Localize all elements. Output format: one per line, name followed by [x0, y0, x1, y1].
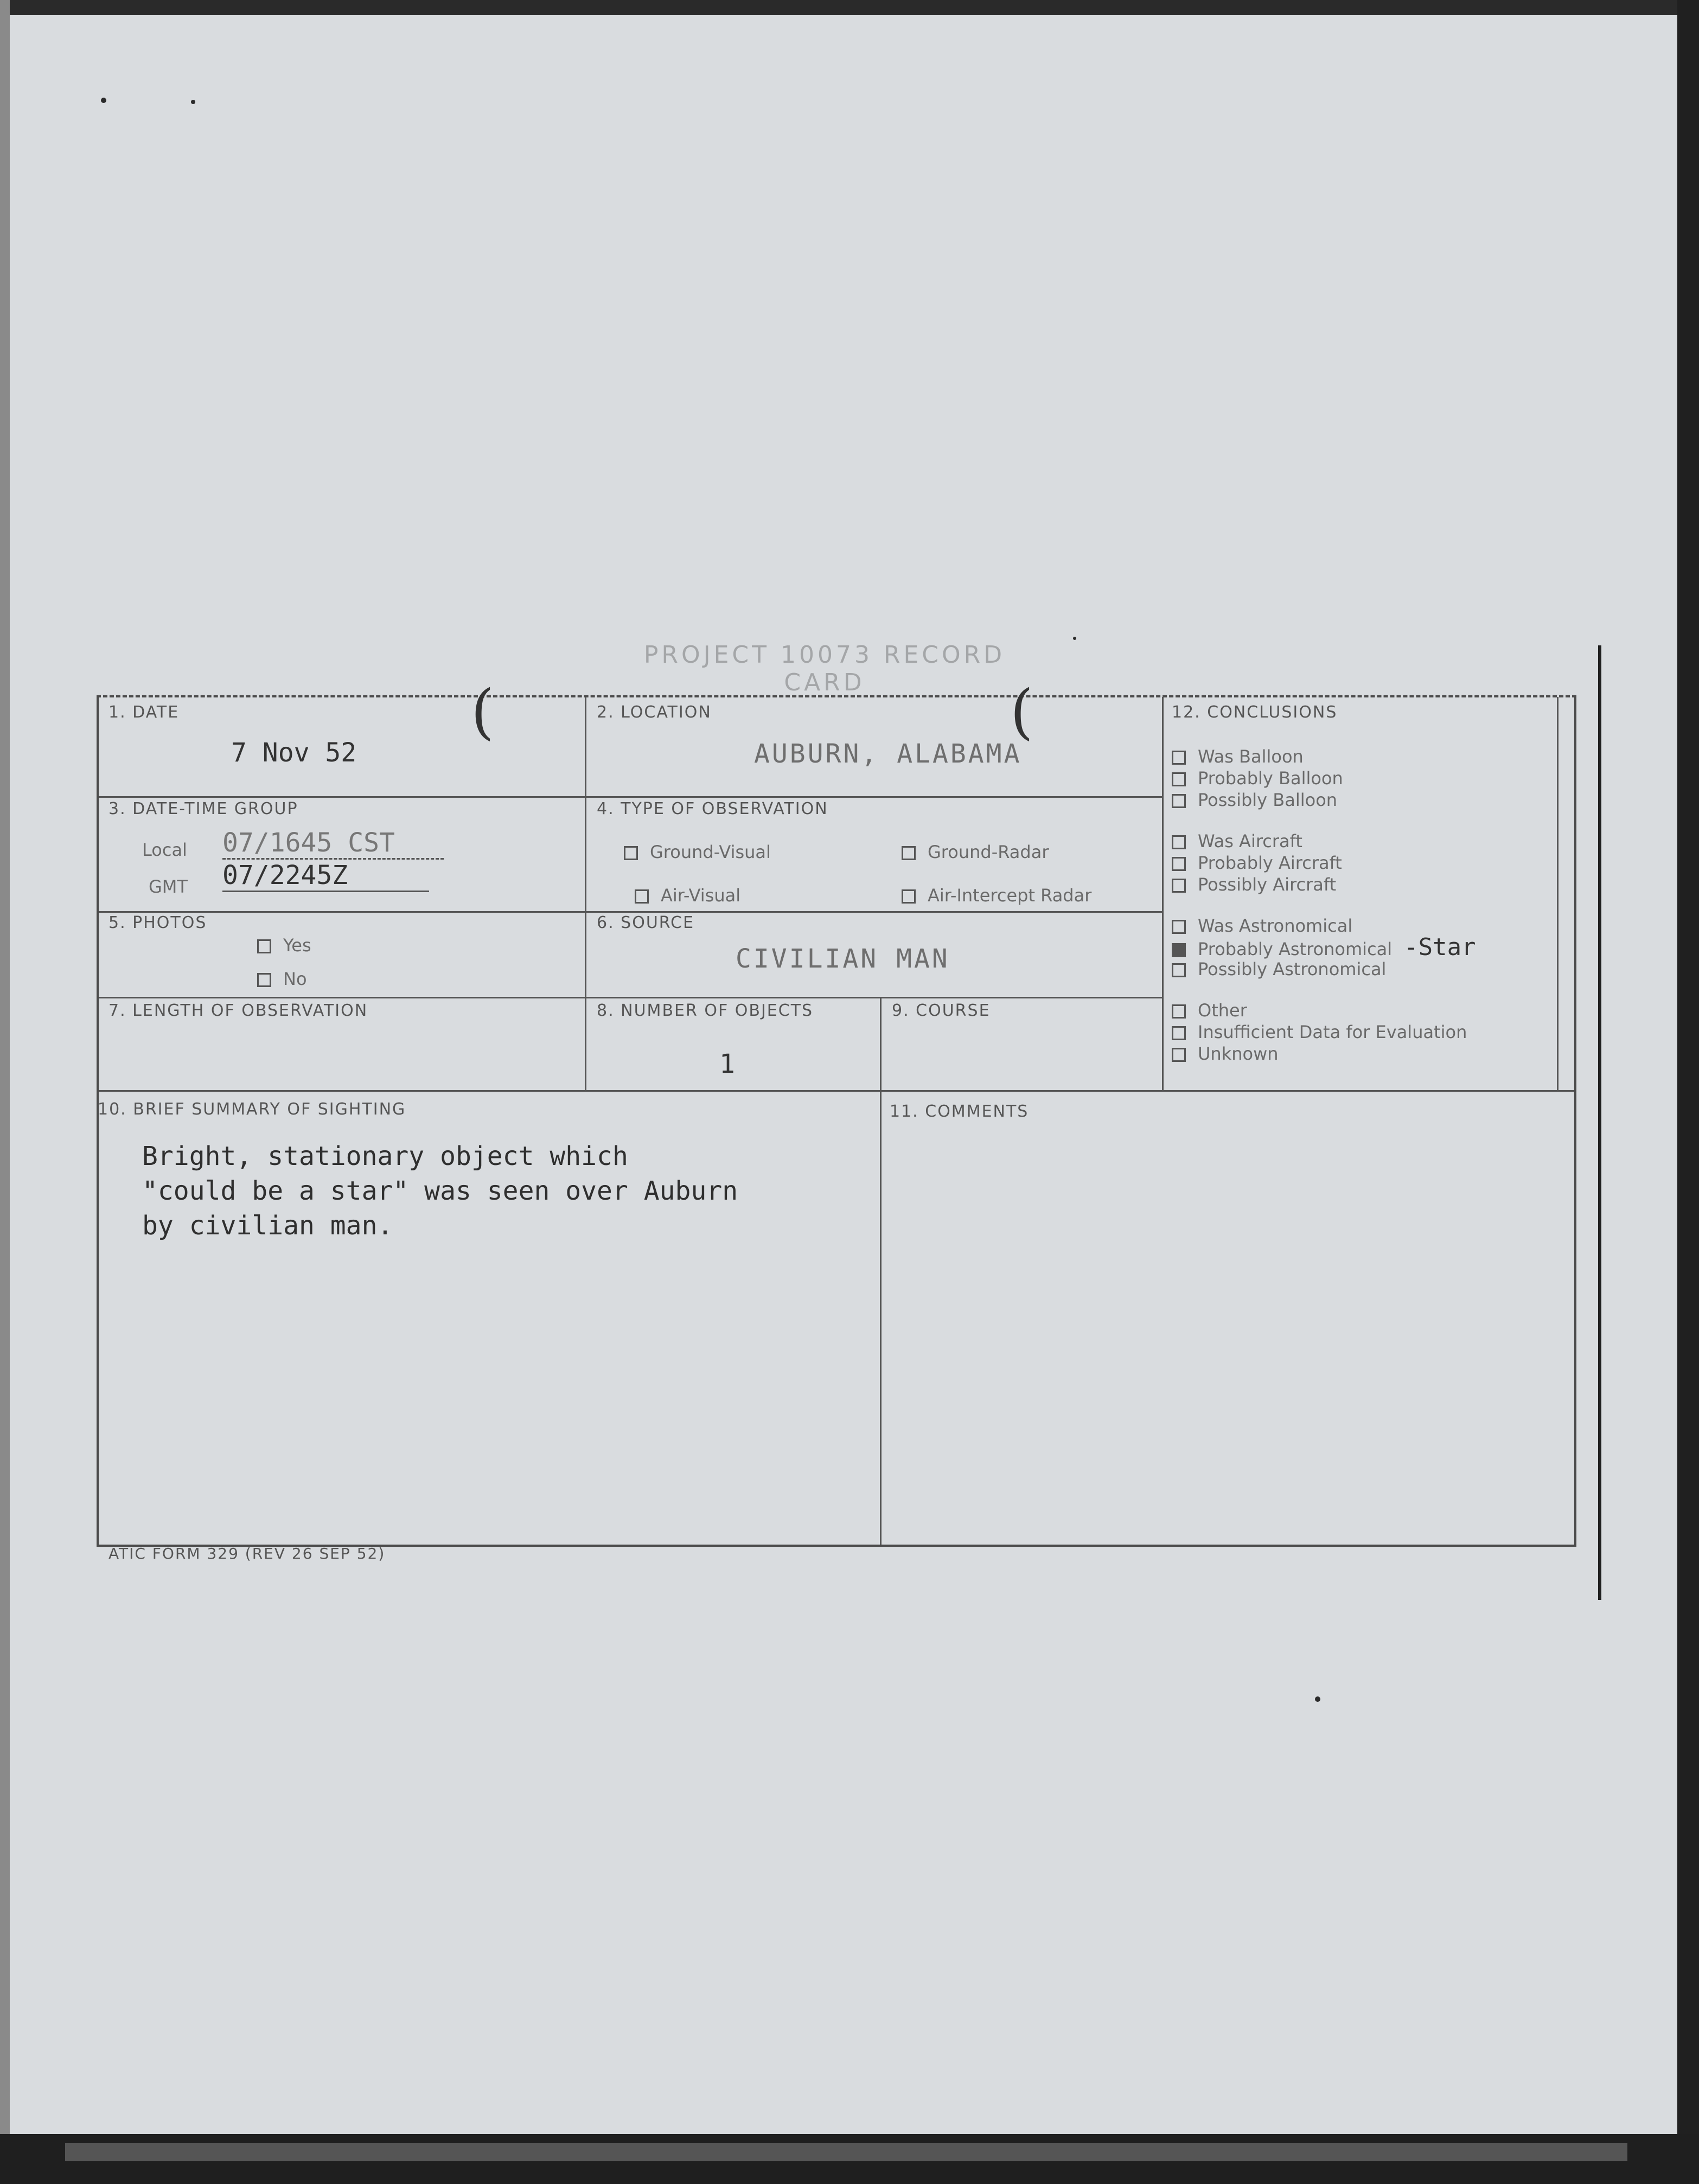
photos-label: 5. PHOTOS — [108, 913, 207, 932]
card-edge-right — [1598, 645, 1601, 1600]
scan-edge-right — [1677, 0, 1699, 2184]
conclusion-item: Was Balloon — [1172, 746, 1573, 767]
checkbox-icon — [1172, 772, 1186, 786]
date-label: 1. DATE — [108, 703, 180, 722]
conclusion-item-selected: Probably Astronomical -Star — [1172, 937, 1573, 958]
checked-box-icon — [1172, 943, 1186, 957]
checkbox-icon — [635, 889, 649, 904]
scan-edge-top — [0, 0, 1699, 15]
checkbox-icon — [1172, 794, 1186, 808]
conclusion-item: Insufficient Data for Evaluation — [1172, 1021, 1573, 1043]
conclusion-item: Possibly Astronomical — [1172, 958, 1573, 980]
local-time-value: 07/1645 CST — [222, 828, 444, 860]
source-value: CIVILIAN MAN — [736, 944, 950, 974]
conclusion-item: Was Aircraft — [1172, 830, 1573, 852]
date-time-group-label: 3. DATE-TIME GROUP — [108, 799, 298, 818]
course-label: 9. COURSE — [892, 1001, 991, 1020]
conclusion-item: Probably Aircraft — [1172, 852, 1573, 874]
obs-ground-radar: Ground-Radar — [902, 842, 1049, 862]
conclusions-list — [1172, 746, 1573, 1065]
conclusion-item: Was Astronomical — [1172, 915, 1573, 937]
photos-yes: Yes — [257, 935, 311, 956]
divider — [99, 911, 1162, 913]
dust-speck — [1315, 1696, 1320, 1702]
checkbox-icon — [902, 889, 916, 904]
gmt-label: GMT — [149, 876, 188, 897]
conclusion-item: Possibly Aircraft — [1172, 874, 1573, 895]
length-of-observation-label: 7. LENGTH OF OBSERVATION — [108, 1001, 368, 1020]
location-label: 2. LOCATION — [597, 703, 712, 722]
checkbox-icon — [1172, 1026, 1186, 1040]
conclusion-annotation: -Star — [1404, 933, 1476, 961]
comments-label: 11. COMMENTS — [890, 1102, 1029, 1121]
number-of-objects-value: 1 — [719, 1049, 735, 1079]
checkbox-icon — [1172, 1004, 1186, 1019]
divider — [585, 697, 586, 1090]
checkbox-icon — [257, 939, 271, 953]
summary-line: "could be a star" was seen over Auburn — [142, 1176, 738, 1206]
card-title: PROJECT 10073 RECORD CARD — [643, 641, 1006, 696]
divider — [880, 998, 882, 1545]
divider — [99, 997, 1162, 998]
checkbox-icon — [1172, 879, 1186, 893]
checkbox-icon — [902, 846, 916, 860]
scan-mark: ( — [471, 677, 494, 746]
conclusion-item: Other — [1172, 1000, 1573, 1021]
checkbox-icon — [1172, 963, 1186, 977]
obs-ground-visual: Ground-Visual — [624, 842, 771, 862]
dust-speck — [191, 100, 195, 104]
divider — [99, 796, 1162, 798]
obs-air-visual: Air-Visual — [635, 885, 740, 906]
checkbox-icon — [624, 846, 638, 860]
summary-line: Bright, stationary object which — [142, 1141, 628, 1171]
checkbox-icon — [1172, 835, 1186, 849]
type-of-observation-label: 4. TYPE OF OBSERVATION — [597, 799, 828, 818]
conclusion-item: Possibly Balloon — [1172, 789, 1573, 811]
location-value: AUBURN, ALABAMA — [754, 739, 1022, 769]
local-time-label: Local — [142, 840, 187, 860]
summary-text — [142, 1139, 847, 1243]
checkbox-icon — [1172, 920, 1186, 934]
divider — [1162, 697, 1164, 1090]
scan-mark: ( — [1010, 677, 1033, 746]
checkbox-icon — [1172, 857, 1186, 871]
checkbox-icon — [257, 973, 271, 987]
conclusion-item: Probably Balloon — [1172, 767, 1573, 789]
dust-speck — [101, 98, 106, 103]
photos-no: No — [257, 969, 307, 989]
conclusion-item: Unknown — [1172, 1043, 1573, 1065]
summary-label: 10. BRIEF SUMMARY OF SIGHTING — [98, 1100, 406, 1119]
dust-speck — [1073, 637, 1076, 640]
scan-edge-left — [0, 0, 10, 2184]
divider — [99, 1090, 1574, 1092]
obs-air-intercept-radar: Air-Intercept Radar — [902, 885, 1091, 906]
checkbox-icon — [1172, 751, 1186, 765]
date-value: 7 Nov 52 — [231, 738, 357, 768]
summary-line: by civilian man. — [142, 1211, 393, 1241]
number-of-objects-label: 8. NUMBER OF OBJECTS — [597, 1001, 814, 1020]
form-footer: ATIC FORM 329 (REV 26 SEP 52) — [108, 1545, 386, 1562]
gmt-value: 07/2245Z — [222, 860, 429, 892]
checkbox-icon — [1172, 1048, 1186, 1062]
source-label: 6. SOURCE — [597, 913, 695, 932]
scan-edge-bottom-strip — [65, 2143, 1627, 2161]
conclusions-label: 12. CONCLUSIONS — [1172, 703, 1338, 722]
